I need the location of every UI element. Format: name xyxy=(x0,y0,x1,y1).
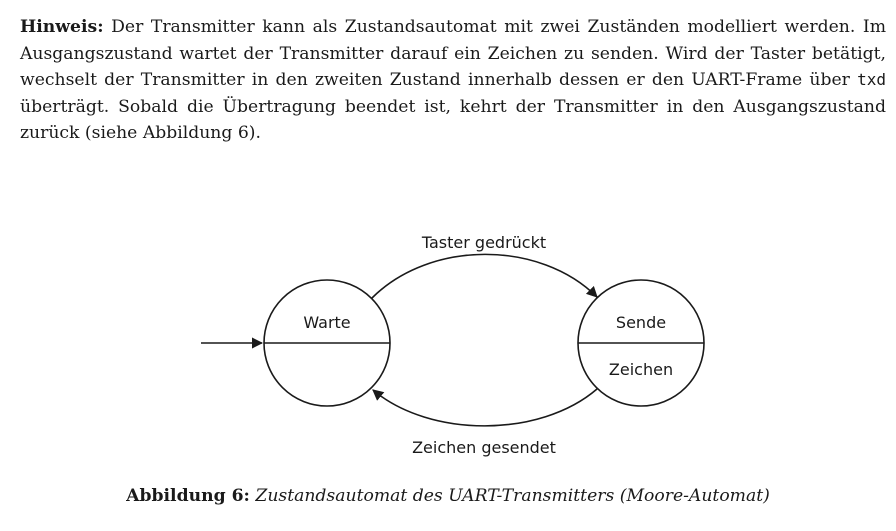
transition-bottom-label: Zeichen gesendet xyxy=(412,438,556,457)
state-sende xyxy=(578,280,704,406)
state-diagram xyxy=(0,220,896,457)
hint-text-part1: Der Transmitter kann als Zustandsautomat mit zwei Zuständen modelliert werden. Im Ausgangszustand wartet der Transmitter darauf ein Zeichen zu senden. Wird der Taster betätigt, wechselt der Transmitter in den zweiten Zustand innerhalb dessen er den UART-Frame über xyxy=(20,17,886,90)
caption-text: Zustandsautomat des UART-Transmitters (Moore-Automat) xyxy=(255,486,770,506)
transition-bottom-arrow xyxy=(373,389,597,426)
txd-code: txd xyxy=(857,70,886,89)
transition-top-arrow xyxy=(372,254,597,298)
caption-label: Abbildung 6: xyxy=(126,486,250,506)
state-warte xyxy=(264,280,390,406)
figure-caption xyxy=(0,486,896,506)
hint-text-part2: überträgt. Sobald die Übertragung beendet ist, kehrt der Transmitter in den Ausgangszustand zurück (siehe Abbildung 6). xyxy=(20,96,886,143)
state-sende-label: Sende xyxy=(615,313,667,332)
hint-paragraph xyxy=(20,14,886,147)
hint-lead: Hinweis: xyxy=(20,17,104,37)
state-sende-output: Zeichen xyxy=(608,360,674,379)
transition-top-label: Taster gedrückt xyxy=(421,233,547,252)
state-warte-label: Warte xyxy=(303,313,351,332)
